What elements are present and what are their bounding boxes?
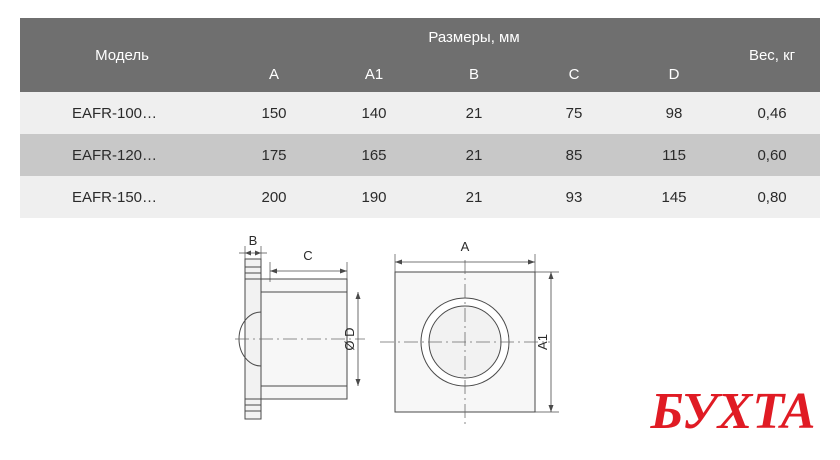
table-row: [20, 92, 820, 134]
column-header-a: A: [224, 56, 324, 92]
cell-model: EAFR-100…: [20, 92, 224, 134]
cell-a: 175: [224, 134, 324, 176]
cell-c: 85: [524, 134, 624, 176]
technical-drawing: [215, 234, 595, 444]
cell-a1: 140: [324, 92, 424, 134]
table-row: [20, 176, 820, 218]
column-header-model: Модель: [20, 18, 224, 92]
column-header-c: C: [524, 56, 624, 92]
cell-a1: 165: [324, 134, 424, 176]
cell-c: 75: [524, 92, 624, 134]
cell-d: 145: [624, 176, 724, 218]
cell-a1: 190: [324, 176, 424, 218]
cell-d: 115: [624, 134, 724, 176]
cell-model: EAFR-120…: [20, 134, 224, 176]
dimension-label-d: Ø D: [342, 327, 357, 351]
table-body: [20, 92, 820, 218]
column-header-d: D: [624, 56, 724, 92]
cell-b: 21: [424, 176, 524, 218]
table-row: [20, 134, 820, 176]
column-header-weight: Вес, кг: [724, 18, 820, 92]
dimension-label-a: A: [460, 239, 470, 254]
dimension-label-c: C: [303, 248, 313, 263]
cell-weight: 0,46: [724, 92, 820, 134]
specifications-table: [20, 18, 820, 218]
cell-b: 21: [424, 134, 524, 176]
logo-text: БУХТА: [650, 383, 816, 440]
cell-c: 93: [524, 176, 624, 218]
cell-b: 21: [424, 92, 524, 134]
cell-weight: 0,60: [724, 134, 820, 176]
table-header: [20, 18, 820, 92]
buhta-logo: [641, 374, 826, 444]
table-header-row-top: [20, 18, 820, 56]
dimension-label-b: B: [248, 234, 258, 248]
cell-d: 98: [624, 92, 724, 134]
cell-weight: 0,80: [724, 176, 820, 218]
column-header-b: B: [424, 56, 524, 92]
dimension-label-a1: A1: [535, 334, 550, 350]
column-header-dimensions: Размеры, мм: [224, 18, 724, 56]
column-header-a1: A1: [324, 56, 424, 92]
cell-a: 150: [224, 92, 324, 134]
cell-a: 200: [224, 176, 324, 218]
cell-model: EAFR-150…: [20, 176, 224, 218]
